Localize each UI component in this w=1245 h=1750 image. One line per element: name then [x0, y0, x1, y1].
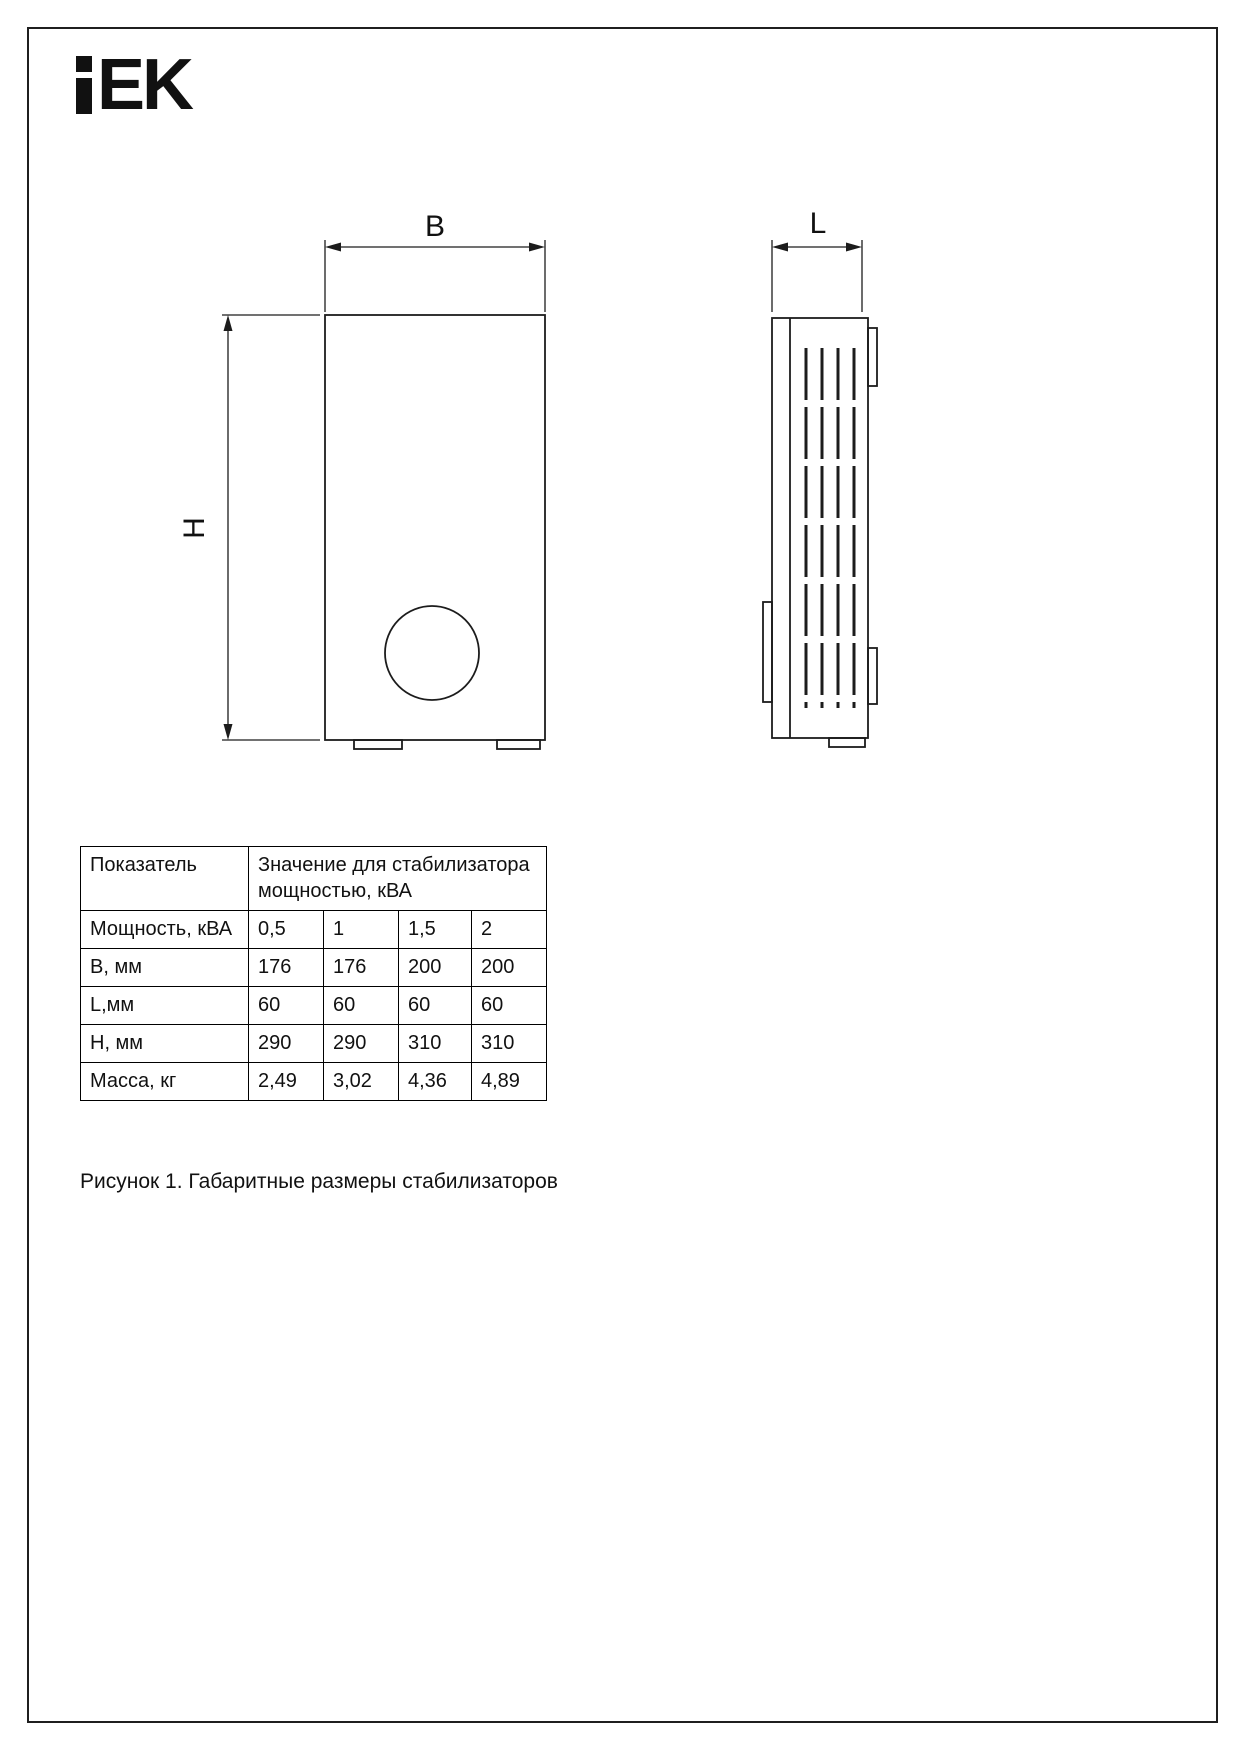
table-row [81, 1025, 547, 1063]
table-row [81, 987, 547, 1025]
table-cell: 176 [249, 949, 324, 987]
table-cell: 1,5 [399, 911, 472, 949]
arrowhead-left [325, 243, 341, 252]
row-label: B, мм [81, 949, 249, 987]
table-cell: 60 [249, 987, 324, 1025]
table-cell: 60 [399, 987, 472, 1025]
side-tab-left [763, 602, 772, 702]
front-knob [385, 606, 479, 700]
row-label: Мощность, кВА [81, 911, 249, 949]
dimension-l-label: L [809, 207, 827, 240]
side-foot [829, 738, 865, 747]
arrowhead-up [224, 315, 233, 331]
side-view [763, 318, 877, 747]
table-cell: 176 [324, 949, 399, 987]
side-tab-top-right [868, 328, 877, 386]
table-cell: 1 [324, 911, 399, 949]
header-value-group: Значение для стабилизатора мощностью, кВА [249, 847, 547, 911]
figure-caption: Рисунок 1. Габаритные размеры стабилизаторов [80, 1170, 558, 1193]
dimension-drawing [0, 0, 1245, 820]
dimension-b-label: B [424, 210, 446, 243]
logo-letters-ek: EK [97, 45, 192, 125]
front-foot-right [497, 740, 540, 749]
dimensions-table [80, 846, 547, 1101]
table-cell: 310 [399, 1025, 472, 1063]
table-row [81, 911, 547, 949]
arrowhead-left [772, 243, 788, 252]
front-view-outline [325, 315, 545, 740]
table-cell: 60 [324, 987, 399, 1025]
table-cell: 0,5 [249, 911, 324, 949]
dimension-l [772, 240, 862, 312]
table-cell: 60 [472, 987, 547, 1025]
table-cell: 290 [249, 1025, 324, 1063]
dimension-b [325, 240, 545, 312]
table-row [81, 949, 547, 987]
header-indicator: Показатель [81, 847, 249, 911]
table-cell: 200 [399, 949, 472, 987]
dimension-h-label: H [178, 517, 211, 539]
side-tab-bottom-right [868, 648, 877, 704]
arrowhead-down [224, 724, 233, 740]
table-header-row [81, 847, 547, 911]
front-foot-left [354, 740, 402, 749]
table-cell: 2,49 [249, 1063, 324, 1101]
table-cell: 200 [472, 949, 547, 987]
arrowhead-right [529, 243, 545, 252]
table-cell: 4,89 [472, 1063, 547, 1101]
table-cell: 2 [472, 911, 547, 949]
table-row [81, 1063, 547, 1101]
table-cell: 310 [472, 1025, 547, 1063]
row-label: Масса, кг [81, 1063, 249, 1101]
table-cell: 4,36 [399, 1063, 472, 1101]
table-cell: 290 [324, 1025, 399, 1063]
row-label: H, мм [81, 1025, 249, 1063]
table-cell: 3,02 [324, 1063, 399, 1101]
dimension-h [222, 315, 320, 740]
front-view [325, 315, 545, 749]
arrowhead-right [846, 243, 862, 252]
row-label: L,мм [81, 987, 249, 1025]
